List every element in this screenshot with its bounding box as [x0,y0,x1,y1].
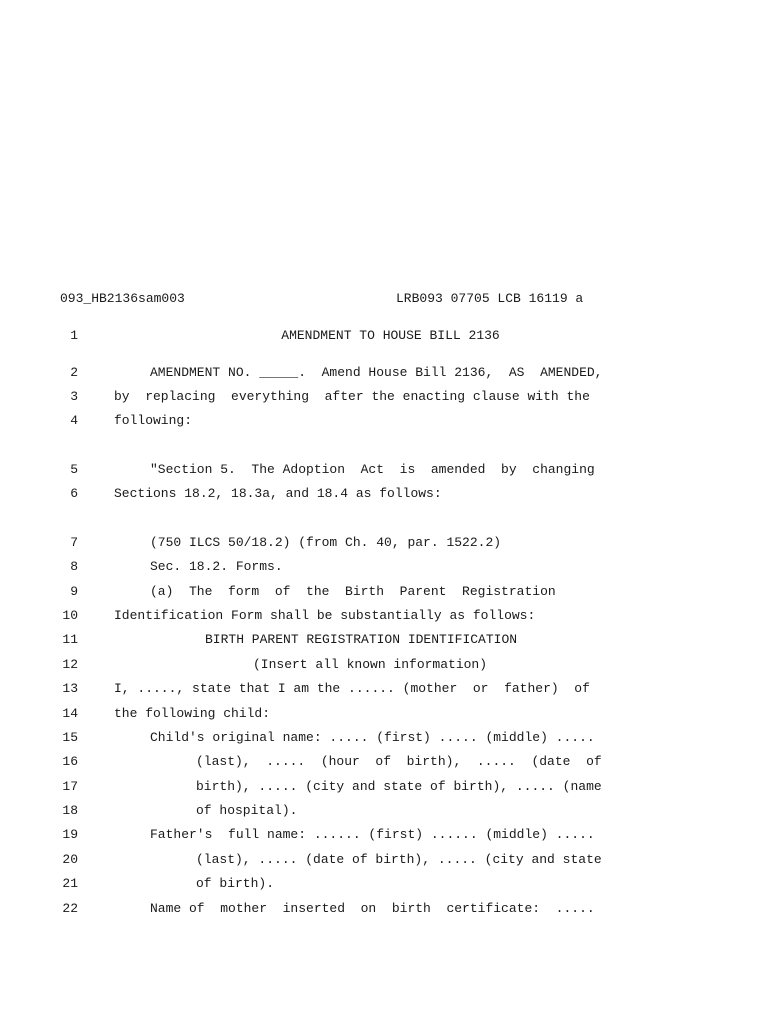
line-text: Father's full name: ...... (first) ...... (middle) ..... [150,827,595,842]
document-line [0,584,770,602]
document-line [0,901,770,919]
document-line [0,730,770,748]
line-number: 17 [62,779,78,794]
line-text: Child's original name: ..... (first) ..... (middle) ..... [150,730,595,745]
document-id: 093_HB2136sam003 [60,291,185,306]
amendment-title: AMENDMENT TO HOUSE BILL 2136 [281,328,500,343]
document-line [0,876,770,894]
line-number: 7 [70,535,78,550]
document-line [0,535,770,553]
document-line [0,486,770,504]
line-text: by replacing everything after the enacting clause with the [114,389,590,404]
document-line [0,389,770,407]
document-line [0,365,770,383]
line-text: I, ....., state that I am the ...... (mother or father) of [114,681,590,696]
line-number: 16 [62,754,78,769]
line-number: 4 [70,413,78,428]
form-subheading: (Insert all known information) [253,657,488,672]
line-number: 22 [62,901,78,916]
document-line [0,706,770,724]
document-line [0,681,770,699]
line-number: 8 [70,559,78,574]
document-line [0,803,770,821]
line-text: Name of mother inserted on birth certificate: ..... [150,901,595,916]
line-text: Identification Form shall be substantially as follows: [114,608,536,623]
line-text: following: [114,413,193,428]
document-line [0,827,770,845]
line-number: 20 [62,852,78,867]
document-line [0,632,770,650]
line-number: 1 [70,328,78,343]
line-number: 13 [62,681,78,696]
document-line [0,608,770,626]
line-text: the following child: [114,706,271,721]
line-text: (last), ..... (date of birth), ..... (city and state [196,852,602,867]
line-number: 19 [62,827,78,842]
lrb-number: LRB093 07705 LCB 16119 a [396,291,584,306]
line-text: (750 ILCS 50/18.2) (from Ch. 40, par. 1522.2) [150,535,502,550]
line-number: 6 [70,486,78,501]
line-number: 18 [62,803,78,818]
line-number: 2 [70,365,78,380]
line-text: Sec. 18.2. Forms. [150,559,283,574]
document-line [0,852,770,870]
form-heading: BIRTH PARENT REGISTRATION IDENTIFICATION [205,632,518,647]
line-text: of birth). [196,876,275,891]
line-text: of hospital). [196,803,298,818]
document-line [0,413,770,431]
line-text: AMENDMENT NO. _____. Amend House Bill 2136, AS AMENDED, [150,365,603,380]
document-line [0,754,770,772]
line-number: 10 [62,608,78,623]
line-number: 11 [62,632,78,647]
line-text: birth), ..... (city and state of birth), ..... (name [196,779,602,794]
line-text: (a) The form of the Birth Parent Registration [150,584,556,599]
document-line [0,328,770,346]
line-text: "Section 5. The Adoption Act is amended by changing [150,462,595,477]
line-number: 5 [70,462,78,477]
document-line [0,657,770,675]
line-number: 3 [70,389,78,404]
line-number: 12 [62,657,78,672]
line-number: 14 [62,706,78,721]
line-text: (last), ..... (hour of birth), ..... (date of [196,754,602,769]
line-number: 15 [62,730,78,745]
document-line [0,779,770,797]
document-line [0,462,770,480]
document-line [0,559,770,577]
line-number: 9 [70,584,78,599]
line-text: Sections 18.2, 18.3a, and 18.4 as follows: [114,486,442,501]
line-number: 21 [62,876,78,891]
